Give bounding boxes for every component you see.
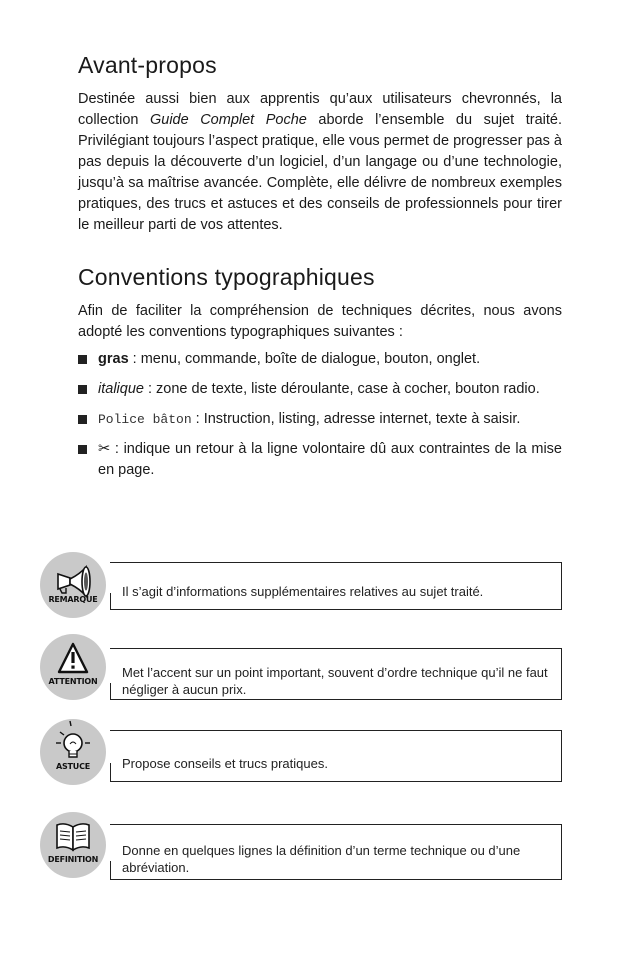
open-book-icon: [40, 812, 106, 878]
remarque-badge: [40, 552, 106, 618]
warning-triangle-icon: [40, 634, 106, 700]
attention-badge: [40, 634, 106, 700]
bullet-square-icon: [78, 355, 87, 364]
paragraph-text-start: Destinée aussi bien aux apprentis qu’aux utilisateurs chevronnés, la collection: [78, 91, 562, 128]
definition-badge: [40, 812, 106, 878]
bullet-square-icon: [78, 415, 87, 424]
note-text: Il s’agit d’informations supplémentaires relatives au sujet traité.: [122, 584, 484, 599]
frame-left-line: [110, 763, 111, 781]
note-text: Propose conseils et trucs pratiques.: [122, 756, 328, 771]
scissors-icon: ✂: [98, 441, 111, 457]
badge-label: DEFINITION: [47, 855, 99, 864]
astuce-badge: [40, 719, 106, 785]
badge-label: ATTENTION: [48, 677, 98, 686]
note-definition: [40, 810, 562, 890]
lightbulb-icon: [40, 719, 106, 785]
convention-term-italic: italique: [98, 381, 144, 397]
note-remarque: [40, 548, 562, 624]
list-item: [78, 379, 562, 400]
paragraph-text-end: aborde l’ensemble du sujet traité. Privilégiant toujours l’aspect pratique, elle vous permet de progresser pas à pas depuis la découverte d’un logiciel, d’un langage ou d’une technologie, jusqu’à sa maîtrise avancée. Complète, elle délivre de nombreux exemples pratiques, des trucs et astuces et des conseils de professionnels pour tirer le meilleur parti de vos attentes.: [78, 112, 562, 233]
convention-desc: : zone de texte, liste déroulante, case à cocher, bouton radio.: [143, 381, 540, 397]
convention-desc: : indique un retour à la ligne volontaire dû aux contraintes de la mise en page.: [98, 441, 562, 478]
bullet-square-icon: [78, 385, 87, 394]
badge-label: REMARQUE: [48, 595, 98, 604]
note-frame: [110, 648, 562, 700]
convention-term-mono: Police bâton: [98, 412, 192, 427]
note-frame: [110, 562, 562, 610]
section-title-conventions: Conventions typographiques: [78, 264, 375, 290]
page-content: [78, 52, 562, 490]
note-text: Donne en quelques lignes la définition d’un terme technique ou d’une abréviation.: [122, 843, 521, 875]
horn-icon: [40, 552, 106, 618]
note-frame: [110, 730, 562, 782]
frame-left-line: [110, 861, 111, 879]
note-astuce: [40, 716, 562, 796]
list-item: [78, 409, 562, 430]
section-title-avant-propos: Avant-propos: [78, 52, 217, 78]
convention-desc: : menu, commande, boîte de dialogue, bouton, onglet.: [128, 351, 481, 367]
convention-desc: : Instruction, listing, adresse internet, texte à saisir.: [191, 411, 521, 427]
conventions-intro: Afin de faciliter la compréhension de techniques décrites, nous avons adopté les conventions typographiques suivantes :: [78, 303, 562, 340]
list-item: [78, 349, 562, 370]
note-frame: [110, 824, 562, 880]
frame-left-line: [110, 683, 111, 699]
frame-left-line: [110, 593, 111, 609]
convention-term-bold: gras: [98, 351, 129, 367]
note-attention: [40, 634, 562, 710]
note-text: Met l’accent sur un point important, souvent d’ordre technique qu’il ne faut négliger à aucun prix.: [122, 665, 548, 697]
list-item: [78, 439, 562, 481]
conventions-list: [78, 349, 562, 481]
bullet-square-icon: [78, 445, 87, 454]
avant-propos-paragraph: [78, 89, 562, 236]
badge-label: ASTUCE: [55, 762, 91, 771]
collection-name: Guide Complet Poche: [149, 112, 307, 128]
